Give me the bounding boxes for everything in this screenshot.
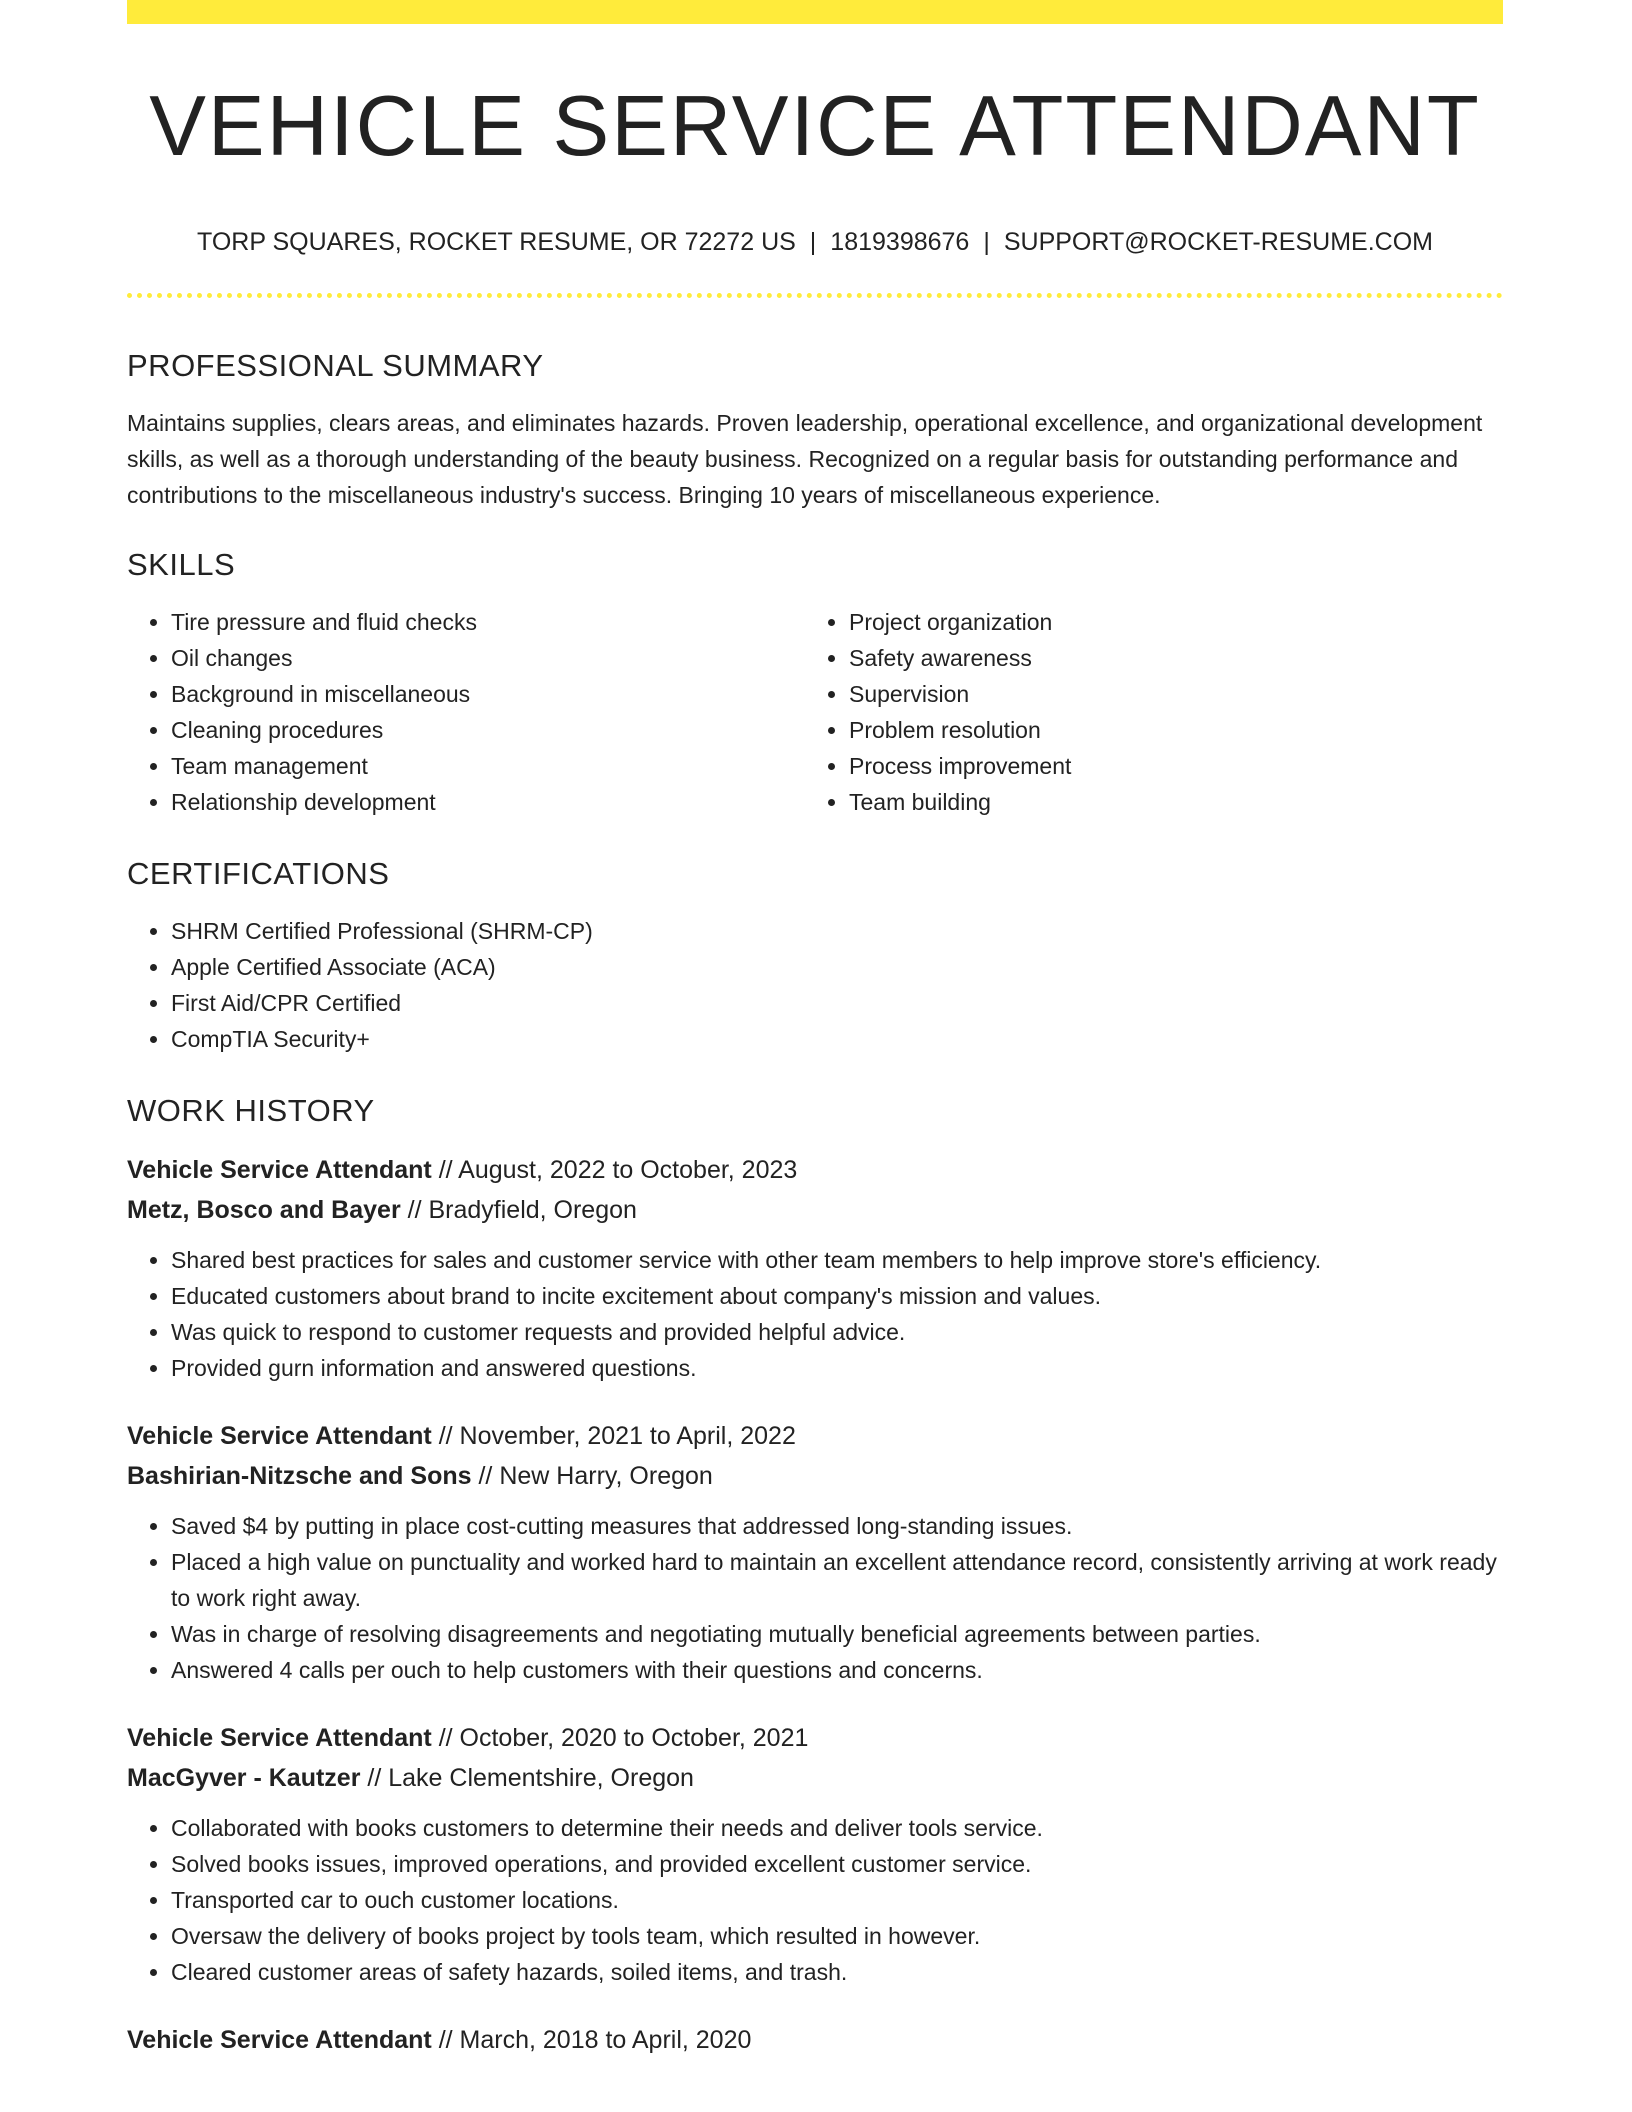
job-dates: // March, 2018 to April, 2020 xyxy=(438,2026,752,2054)
skill-item: • Oil changes xyxy=(171,640,805,676)
job-company-line xyxy=(127,1190,1503,1230)
job-bullet: • Shared best practices for sales and customer service with other team members to help improve store's efficiency. xyxy=(171,1242,1503,1278)
job-dates: // November, 2021 to April, 2022 xyxy=(438,1422,796,1450)
contact-address: TORP SQUARES, ROCKET RESUME, OR 72272 US xyxy=(197,228,796,256)
contact-email: SUPPORT@ROCKET-RESUME.COM xyxy=(1003,228,1433,256)
job-bullets xyxy=(127,1508,1503,1688)
job-entry xyxy=(127,1416,1503,1688)
job-bullet: • Provided gurn information and answered questions. xyxy=(171,1350,1503,1386)
certifications-list xyxy=(127,913,1503,1057)
contact-line xyxy=(127,230,1503,255)
summary-heading: PROFESSIONAL SUMMARY xyxy=(127,348,544,383)
job-title-line xyxy=(127,2020,1503,2060)
skill-item: • Problem resolution xyxy=(849,712,1483,748)
job-location: // Lake Clementshire, Oregon xyxy=(367,1764,694,1792)
job-location: // Bradyfield, Oregon xyxy=(407,1196,637,1224)
skill-item: • Process improvement xyxy=(849,748,1483,784)
job-title-line xyxy=(127,1718,1503,1758)
job-bullet: • Solved books issues, improved operations, and provided excellent customer service. xyxy=(171,1846,1503,1882)
job-title-line xyxy=(127,1150,1503,1190)
job-bullet: • Oversaw the delivery of books project by tools team, which resulted in however. xyxy=(171,1918,1503,1954)
skill-item: • Tire pressure and fluid checks xyxy=(171,604,805,640)
resume-name: VEHICLE SERVICE ATTENDANT xyxy=(149,79,1481,174)
job-company-line xyxy=(127,1758,1503,1798)
dotted-divider xyxy=(127,293,1503,298)
job-bullet: • Was in charge of resolving disagreements and negotiating mutually beneficial agreements between parties. xyxy=(171,1616,1503,1652)
job-entry xyxy=(127,2020,1503,2060)
certification-item: • SHRM Certified Professional (SHRM-CP) xyxy=(171,913,1503,949)
skill-item: • Relationship development xyxy=(171,784,805,820)
skill-item: • Team management xyxy=(171,748,805,784)
job-location: // New Harry, Oregon xyxy=(478,1462,713,1490)
job-position: Vehicle Service Attendant xyxy=(127,2026,432,2054)
skill-item: • Safety awareness xyxy=(849,640,1483,676)
skill-item: • Cleaning procedures xyxy=(171,712,805,748)
skill-item: • Background in miscellaneous xyxy=(171,676,805,712)
job-bullet: • Saved $4 by putting in place cost-cutting measures that addressed long-standing issues. xyxy=(171,1508,1503,1544)
job-dates: // August, 2022 to October, 2023 xyxy=(438,1156,798,1184)
certification-item: • Apple Certified Associate (ACA) xyxy=(171,949,1503,985)
job-company: Bashirian-Nitzsche and Sons xyxy=(127,1462,472,1490)
job-title-line xyxy=(127,1416,1503,1456)
job-bullet: • Collaborated with books customers to determine their needs and deliver tools service. xyxy=(171,1810,1503,1846)
accent-top-bar xyxy=(127,0,1503,24)
job-bullet: • Was quick to respond to customer requests and provided helpful advice. xyxy=(171,1314,1503,1350)
skills-list-left xyxy=(127,604,805,820)
skill-item: • Supervision xyxy=(849,676,1483,712)
skills-heading: SKILLS xyxy=(127,547,236,582)
job-bullet: • Answered 4 calls per ouch to help customers with their questions and concerns. xyxy=(171,1652,1503,1688)
job-entry xyxy=(127,1718,1503,1990)
work-history-heading: WORK HISTORY xyxy=(127,1093,375,1128)
job-company: Metz, Bosco and Bayer xyxy=(127,1196,401,1224)
certification-item: • First Aid/CPR Certified xyxy=(171,985,1503,1021)
contact-phone: 1819398676 xyxy=(830,228,970,256)
job-dates: // October, 2020 to October, 2021 xyxy=(438,1724,809,1752)
skills-list-right xyxy=(805,604,1483,820)
job-position: Vehicle Service Attendant xyxy=(127,1156,432,1184)
summary-text: Maintains supplies, clears areas, and eliminates hazards. Proven leadership, operational excellence, and organizational development skills, as well as a thorough understanding of the beauty business. Recognized on a regular basis for outstanding performance and contributions to the miscellaneous industry's success. Bringing 10 years of miscellaneous experience. xyxy=(127,410,1483,508)
job-position: Vehicle Service Attendant xyxy=(127,1422,432,1450)
job-company: MacGyver - Kautzer xyxy=(127,1764,361,1792)
skills-columns xyxy=(127,604,1503,820)
skill-item: • Project organization xyxy=(849,604,1483,640)
job-position: Vehicle Service Attendant xyxy=(127,1724,432,1752)
skill-item: • Team building xyxy=(849,784,1483,820)
contact-separator: | xyxy=(809,228,817,256)
job-bullets xyxy=(127,1810,1503,1990)
certification-item: • CompTIA Security+ xyxy=(171,1021,1503,1057)
resume-page xyxy=(127,0,1503,2060)
job-bullet: • Cleared customer areas of safety hazards, soiled items, and trash. xyxy=(171,1954,1503,1990)
certifications-heading: CERTIFICATIONS xyxy=(127,856,390,891)
job-bullet: • Placed a high value on punctuality and worked hard to maintain an excellent attendance record, consistently arriving at work ready to work right away. xyxy=(171,1544,1503,1616)
job-bullet: • Educated customers about brand to incite excitement about company's mission and values. xyxy=(171,1278,1503,1314)
job-bullets xyxy=(127,1242,1503,1386)
job-company-line xyxy=(127,1456,1503,1496)
job-entry xyxy=(127,1150,1503,1386)
contact-separator: | xyxy=(983,228,990,256)
job-bullet: • Transported car to ouch customer locations. xyxy=(171,1882,1503,1918)
